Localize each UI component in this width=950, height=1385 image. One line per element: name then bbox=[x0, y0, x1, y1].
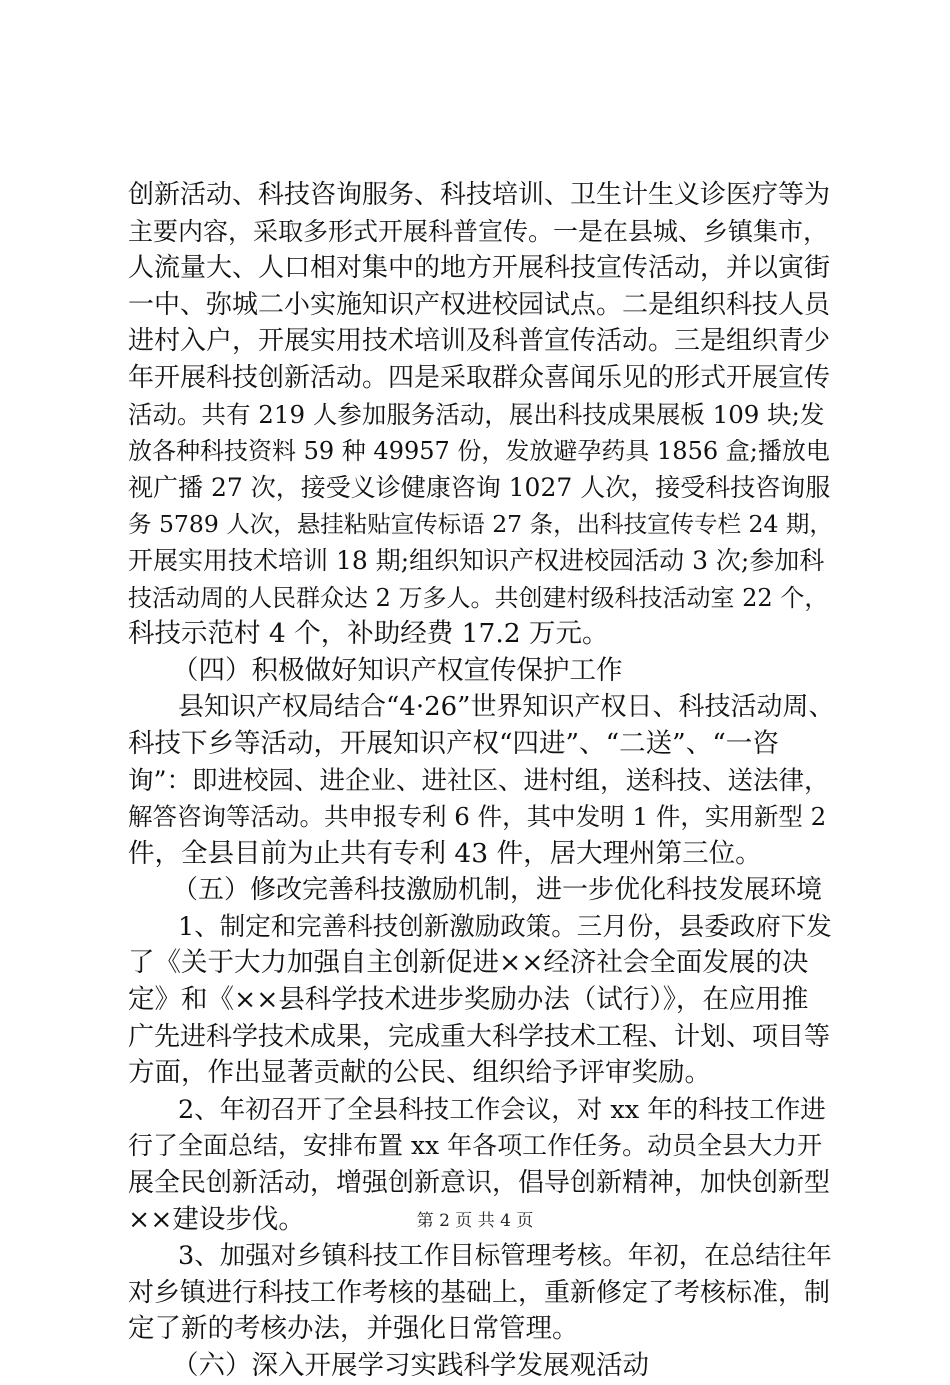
body-line: 行了全面总结，安排布置 xx 年各项工作任务。动员全县大力开 bbox=[128, 1131, 823, 1161]
body-line: 件，全县目前为止共有专利 43 件，居大理州第三位。 bbox=[128, 837, 762, 869]
body-line: 科技下乡等活动，开展知识产权“四进”、“二送”、“一咨 bbox=[128, 727, 779, 759]
body-line: 活动。共有 219 人参加服务活动，展出科技成果展板 109 块;发 bbox=[128, 399, 825, 429]
body-line: 对乡镇进行科技工作考核的基础上，重新修定了考核标准，制 bbox=[128, 1277, 831, 1308]
body-line: 询”：即进校园、进企业、进社区、进村组，送科技、送法律， bbox=[128, 765, 830, 796]
body-line: 展全民创新活动，增强创新意识，倡导创新精神，加快创新型 bbox=[128, 1168, 831, 1199]
body-line: 1、制定和完善科技创新激励政策。三月份，县委政府下发 bbox=[178, 911, 832, 942]
body-line: 放各种科技资料 59 种 49957 份，发放避孕药具 1856 盒;播放电 bbox=[128, 437, 830, 466]
body-line: 定了新的考核办法，并强化日常管理。 bbox=[128, 1313, 579, 1345]
body-line: 广先进科学技术成果，完成重大科学技术工程、计划、项目等 bbox=[128, 1021, 831, 1052]
section-heading: （六）深入开展学习实践科学发展观活动 bbox=[172, 1350, 649, 1381]
body-line: 人流量大、人口相对集中的地方开展科技宣传活动，并以寅街 bbox=[128, 253, 831, 284]
body-line: 科技示范村 4 个，补助经费 17.2 万元。 bbox=[128, 618, 609, 650]
body-line: 主要内容，采取多形式开展科普宣传。一是在县城、乡镇集市， bbox=[128, 216, 829, 246]
page-number-footer: 第 2 页 共 4 页 bbox=[416, 1211, 534, 1231]
body-line: 2、年初召开了全县科技工作会议，对 xx 年的科技工作进 bbox=[178, 1094, 826, 1125]
document-body bbox=[128, 177, 834, 1385]
body-line: 一中、弥城二小实施知识产权进校园试点。二是组织科技人员 bbox=[128, 289, 831, 320]
body-line: 方面，作出显著贡献的公民、组织给予评审奖励。 bbox=[128, 1057, 711, 1089]
body-line: 务 5789 人次，悬挂粘贴宣传标语 27 条，出科技宣传专栏 24 期， bbox=[128, 510, 833, 539]
body-line: 进村入户，开展实用技术培训及科普宣传活动。三是组织青少 bbox=[128, 326, 831, 357]
body-line: 解答咨询等活动。共申报专利 6 件，其中发明 1 件，实用新型 2 bbox=[128, 802, 827, 832]
body-line: ××建设步伐。 bbox=[128, 1203, 305, 1235]
body-line: 视广播 27 次，接受义诊健康咨询 1027 人次，接受科技咨询服 bbox=[128, 472, 831, 502]
section-heading: （四）积极做好知识产权宣传保护工作 bbox=[172, 654, 623, 686]
body-line: 年开展科技创新活动。四是采取群众喜闻乐见的形式开展宣传 bbox=[128, 362, 831, 393]
body-line: 技活动周的人民群众达 2 万多人。共创建村级科技活动室 22 个， bbox=[128, 583, 829, 612]
body-line: 县知识产权局结合“4·26”世界知识产权日、科技活动周、 bbox=[178, 692, 835, 723]
body-line: 3、加强对乡镇科技工作目标管理考核。年初，在总结往年 bbox=[178, 1241, 832, 1272]
body-line: 创新活动、科技咨询服务、科技培训、卫生计生义诊医疗等为 bbox=[128, 180, 831, 210]
section-heading: （五）修改完善科技激励机制，进一步优化科技发展环境 bbox=[172, 875, 823, 906]
body-line: 定》和《××县科学技术进步奖励办法（试行）》，在应用推 bbox=[128, 984, 809, 1016]
body-line: 了《关于大力加强自主创新促进××经济社会全面发展的决 bbox=[128, 947, 809, 979]
body-line: 开展实用技术培训 18 期;组织知识产权进校园活动 3 次;参加科 bbox=[128, 545, 825, 575]
